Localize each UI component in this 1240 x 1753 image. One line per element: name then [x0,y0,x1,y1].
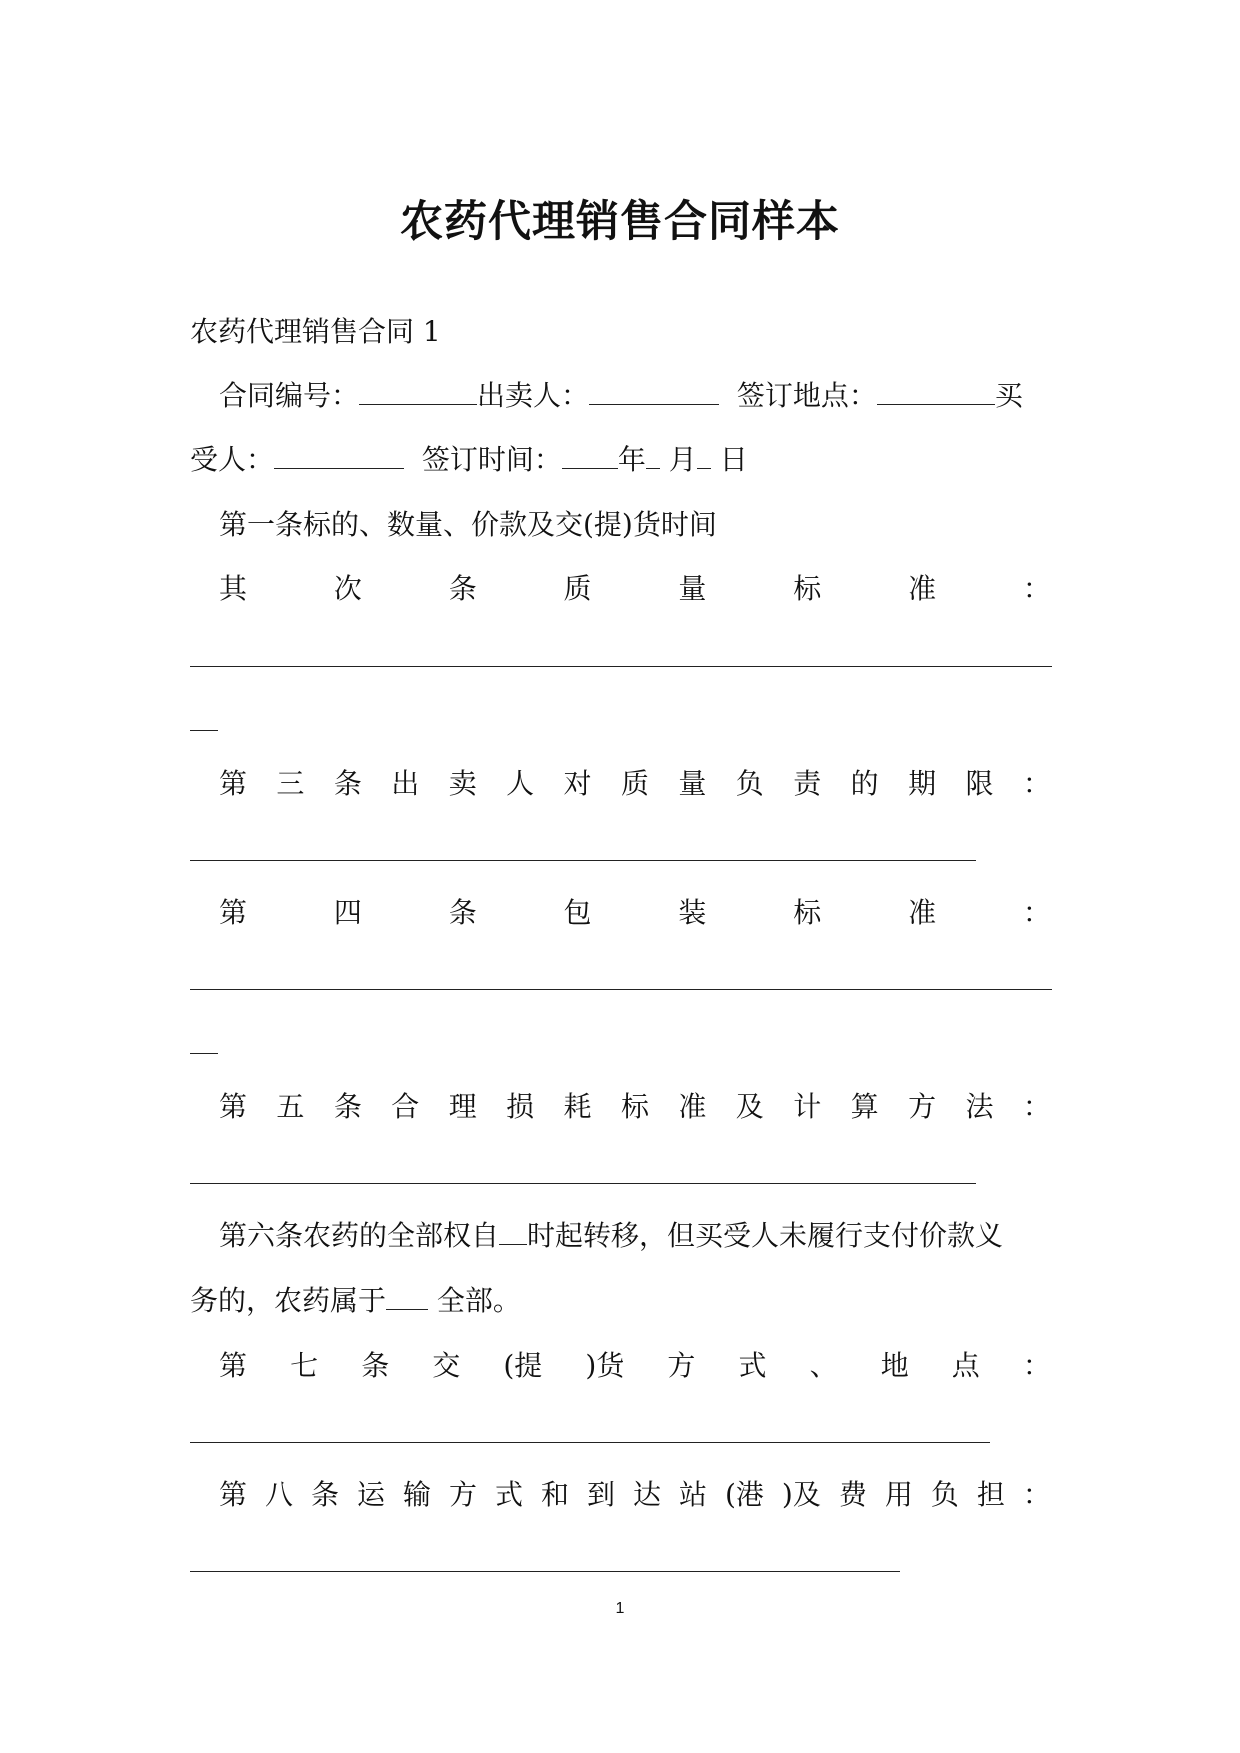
article-2-char: 量 [678,572,707,605]
article-7-char: 七 [290,1349,319,1382]
article-8-char: 条 [311,1478,340,1511]
contract-subtitle: 农药代理销售合同 1 [190,315,441,348]
article-5-char: 法 [965,1090,994,1123]
article-2-fill-line-continued [190,730,218,731]
article-5-char: 标 [620,1090,649,1123]
signing-place-label: 签订地点： [736,379,877,412]
article-3-char: 人 [506,767,535,800]
year-blank [562,442,618,469]
article-8-char: 费 [838,1478,867,1511]
article-4-char: 四 [333,896,362,929]
article-8-char: 用 [884,1478,913,1511]
article-1: 第一条标的、数量、价款及交(提)货时间 [219,508,717,541]
article-2-char: 质 [563,572,592,605]
buyer-label-end: 受人： [190,443,275,476]
article-3-char: 负 [735,767,764,800]
article-4-char: 第 [219,896,248,929]
article-8-char: (港 [725,1478,764,1511]
article-5-char: 合 [391,1090,420,1123]
article-6-line-2 [190,1281,521,1321]
article-7-char: 点 [951,1349,980,1382]
article-8-char: 第 [219,1478,248,1511]
article-3-char: 对 [563,767,592,800]
day-label: 日 [719,443,748,476]
signing-place-blank [877,378,995,405]
article-2 [219,569,1051,609]
document-title: 农药代理销售合同样本 [400,197,840,247]
article-6-text: 时起转移，但买受人未履行支付价款义 [527,1219,1004,1252]
article-5-char: 耗 [563,1090,592,1123]
article-2-char: 条 [448,572,477,605]
article-8-char: ： [1022,1478,1051,1511]
page-number: 1 [615,1600,625,1617]
seller-label: 出卖人： [477,379,590,412]
buyer-blank [274,442,404,469]
article-6-time-blank [499,1218,527,1245]
article-3-char: 的 [850,767,879,800]
article-2-char: 准 [908,572,937,605]
contract-number-label: 合同编号： [219,379,360,412]
article-7-char: )货 [585,1349,625,1382]
article-7-char: 第 [219,1349,248,1382]
article-4-char: 包 [563,896,592,929]
article-7-char: 条 [361,1349,390,1382]
contract-number-blank [359,378,477,405]
day-blank [697,442,711,469]
article-7-char: ： [1022,1349,1051,1382]
article-4-char: 标 [793,896,822,929]
article-2-fill-line [190,666,1052,667]
article-7-char: 、 [809,1349,838,1382]
article-5-char: 算 [850,1090,879,1123]
article-4-char: 条 [448,896,477,929]
article-5-char: 第 [219,1090,248,1123]
article-7-char: 式 [738,1349,767,1382]
article-4-fill-line [190,989,1052,990]
article-5-char: 及 [735,1090,764,1123]
article-6-line-1 [219,1216,1003,1256]
article-3 [219,764,1051,804]
article-6-text: 务的，农药属于 [190,1284,387,1317]
article-8-char: 达 [633,1478,662,1511]
article-8-char: 八 [265,1478,294,1511]
buyer-label-start: 买 [994,379,1023,412]
article-2-char: 其 [219,572,248,605]
article-3-char: 条 [333,767,362,800]
article-8-char: 站 [679,1478,708,1511]
article-3-char: 第 [219,767,248,800]
article-2-char: 次 [333,572,362,605]
seller-blank [589,378,719,405]
article-3-char: 三 [276,767,305,800]
article-8-fill-line [190,1571,900,1572]
article-3-char: 质 [620,767,649,800]
article-5-char: 五 [276,1090,305,1123]
article-6-owner-blank [386,1283,428,1310]
article-8-char: 和 [541,1478,570,1511]
article-5-char: 计 [793,1090,822,1123]
article-5-fill-line [190,1183,976,1184]
article-5 [219,1087,1051,1127]
article-7-char: 方 [667,1349,696,1382]
article-8-char: )及 [781,1478,821,1511]
article-2-char: 标 [793,572,822,605]
article-8-char: 方 [449,1478,478,1511]
article-4 [219,893,1051,933]
article-2-char: ： [1022,572,1051,605]
article-8-char: 式 [495,1478,524,1511]
contract-header-line-1 [219,376,1023,416]
article-7-fill-line [190,1442,990,1443]
year-label: 年 [617,443,646,476]
article-3-char: 出 [391,767,420,800]
month-blank [646,442,660,469]
article-5-char: 损 [506,1090,535,1123]
article-6-text: 第六条农药的全部权自 [219,1219,500,1252]
contract-header-line-2 [190,440,748,480]
article-5-char: ： [1022,1090,1051,1123]
article-3-char: ： [1022,767,1051,800]
article-4-fill-line-continued [190,1053,218,1054]
article-3-fill-line [190,860,976,861]
article-7-char: (提 [503,1349,543,1382]
article-8-char: 到 [587,1478,616,1511]
article-3-char: 责 [793,767,822,800]
article-3-char: 卖 [448,767,477,800]
article-7 [219,1346,1051,1386]
article-7-char: 地 [880,1349,909,1382]
article-8-char: 担 [976,1478,1005,1511]
article-8-char: 运 [357,1478,386,1511]
article-8-char: 负 [930,1478,959,1511]
article-8-char: 输 [403,1478,432,1511]
article-7-char: 交 [432,1349,461,1382]
article-5-char: 方 [908,1090,937,1123]
article-4-char: 装 [678,896,707,929]
article-8 [219,1475,1051,1515]
article-3-char: 期 [908,767,937,800]
article-3-char: 限 [965,767,994,800]
article-4-char: ： [1022,896,1051,929]
month-label: 月 [668,443,697,476]
article-4-char: 准 [908,896,937,929]
signing-time-label: 签订时间： [421,443,562,476]
article-5-char: 理 [448,1090,477,1123]
article-5-char: 条 [333,1090,362,1123]
article-6-text: 全部。 [428,1284,521,1317]
article-5-char: 准 [678,1090,707,1123]
article-3-char: 量 [678,767,707,800]
